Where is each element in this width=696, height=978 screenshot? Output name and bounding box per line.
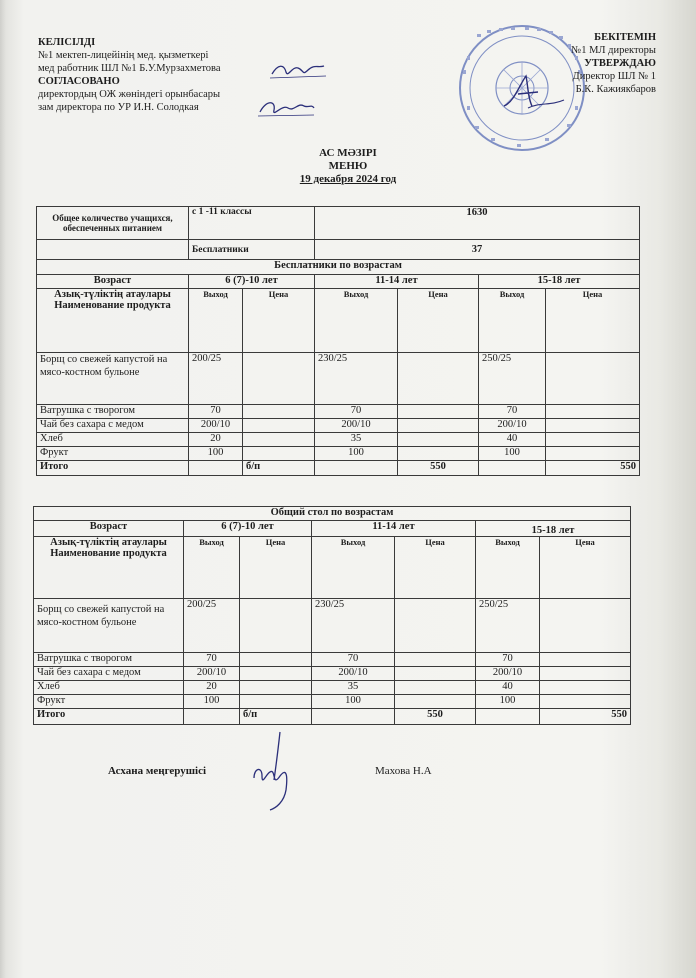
output-value: 35	[312, 681, 395, 695]
agreed-kz: КЕЛІСІЛДІ	[38, 37, 96, 48]
summary-row	[37, 207, 640, 240]
output-value: 100	[479, 447, 546, 461]
table-row	[34, 653, 631, 667]
age-group-1: 6 (7)-10 лет	[189, 275, 315, 289]
output-value: 200/10	[479, 419, 546, 433]
output-value: 70	[476, 653, 540, 667]
output-value: 200/10	[184, 667, 240, 681]
output-value: 230/25	[315, 353, 398, 405]
output-value: 20	[184, 681, 240, 695]
section-title: Общий стол по возрастам	[34, 507, 631, 521]
output-value: 70	[312, 653, 395, 667]
menu-date: 19 декабря 2024 год	[299, 173, 397, 185]
age-label: Возраст	[37, 275, 189, 289]
approve-ru: УТВЕРЖДАЮ	[584, 58, 656, 69]
product-name: Фрукт	[37, 447, 189, 461]
output-value: 70	[315, 405, 398, 419]
free-label: Бесплатники	[189, 240, 315, 260]
total-price-3: 550	[540, 709, 631, 725]
col-output: Выход	[312, 537, 395, 599]
col-price: Цена	[243, 289, 315, 353]
classes-label: с 1 -11 классы	[189, 207, 315, 240]
age-group-3: 15-18 лет	[479, 275, 640, 289]
product-name: Чай без сахара с медом	[37, 419, 189, 433]
section-title: Бесплатники по возрастам	[37, 260, 640, 275]
table-row	[34, 681, 631, 695]
col-price: Цена	[395, 537, 476, 599]
product-name: Хлеб	[37, 433, 189, 447]
col-output: Выход	[476, 537, 540, 599]
classes-value: 1630	[315, 207, 640, 240]
total-price-2: 550	[395, 709, 476, 725]
product-name: Борщ со свежей капустой на мясо-костном бульоне	[37, 353, 189, 405]
product-name: Хлеб	[34, 681, 184, 695]
medic-ru: мед работник ШЛ №1 Б.У.Мурзахметова	[38, 63, 221, 74]
col-output: Выход	[189, 289, 243, 353]
col-output: Выход	[479, 289, 546, 353]
deputy-kz: директордың ОЖ жөніндегі орынбасары	[38, 89, 221, 100]
approve-kz: БЕКІТЕМІН	[594, 32, 656, 43]
canteen-head-name: Махова Н.А	[375, 765, 432, 777]
product-header: Азық-түліктің атаулары Наименование продукта	[34, 537, 184, 599]
product-name: Фрукт	[34, 695, 184, 709]
approval-block-right	[571, 31, 656, 96]
total-price-1: б/п	[240, 709, 312, 725]
age-group-2: 11-14 лет	[315, 275, 479, 289]
age-group-3: 15-18 лет	[476, 521, 631, 537]
col-price: Цена	[240, 537, 312, 599]
output-value: 230/25	[312, 599, 395, 653]
output-value: 200/25	[184, 599, 240, 653]
product-name: Чай без сахара с медом	[34, 667, 184, 681]
output-value: 70	[479, 405, 546, 419]
deputy-ru: зам директора по УР И.Н. Солодкая	[38, 102, 199, 113]
director-name: Б.К. Кажиякбаров	[575, 84, 656, 95]
product-name: Ватрушка с творогом	[37, 405, 189, 419]
total-row	[34, 709, 631, 725]
director-signature	[498, 72, 570, 112]
output-value: 200/25	[189, 353, 243, 405]
output-value: 100	[312, 695, 395, 709]
total-row	[37, 461, 640, 476]
total-price-3: 550	[546, 461, 640, 476]
product-name: Ватрушка с творогом	[34, 653, 184, 667]
total-label: Итого	[34, 709, 184, 725]
menu-title-kz: АС МӘЗІРІ	[319, 147, 377, 159]
table-row	[34, 599, 631, 653]
total-price-2: 550	[398, 461, 479, 476]
free-meals-table	[36, 206, 640, 476]
age-group-1: 6 (7)-10 лет	[184, 521, 312, 537]
output-value: 35	[315, 433, 398, 447]
canteen-head-label: Асхана меңгерушісі	[108, 765, 207, 777]
product-header: Азық-түліктің атаулары Наименование продукта	[37, 289, 189, 353]
output-value: 200/10	[476, 667, 540, 681]
output-value: 100	[184, 695, 240, 709]
table-row	[37, 353, 640, 405]
col-output: Выход	[184, 537, 240, 599]
general-meals-table	[33, 506, 631, 725]
canteen-head-signature	[246, 730, 296, 812]
col-price: Цена	[546, 289, 640, 353]
table-row	[37, 419, 640, 433]
age-group-2: 11-14 лет	[312, 521, 476, 537]
menu-title-ru: МЕНЮ	[328, 160, 368, 172]
total-label: Итого	[37, 461, 189, 476]
product-name: Борщ со свежей капустой на мясо-костном бульоне	[34, 599, 184, 653]
col-output: Выход	[315, 289, 398, 353]
col-price: Цена	[540, 537, 631, 599]
table-row	[34, 667, 631, 681]
output-value: 200/10	[312, 667, 395, 681]
agreed-ru: СОГЛАСОВАНО	[38, 76, 120, 87]
col-price: Цена	[398, 289, 479, 353]
output-value: 250/25	[479, 353, 546, 405]
director-kz: №1 МЛ директоры	[571, 45, 656, 56]
age-label: Возраст	[34, 521, 184, 537]
output-value: 20	[189, 433, 243, 447]
total-price-1: б/п	[243, 461, 315, 476]
deputy-signature	[254, 96, 318, 122]
output-value: 100	[476, 695, 540, 709]
output-value: 200/10	[315, 419, 398, 433]
output-value: 200/10	[189, 419, 243, 433]
output-value: 100	[189, 447, 243, 461]
output-value: 40	[476, 681, 540, 695]
output-value: 40	[479, 433, 546, 447]
output-value: 70	[189, 405, 243, 419]
output-value: 250/25	[476, 599, 540, 653]
output-value: 100	[315, 447, 398, 461]
medic-kz: №1 мектеп-лицейінің мед. қызметкері	[38, 50, 209, 61]
table-row	[37, 433, 640, 447]
table-row	[34, 695, 631, 709]
total-students-label: Общее количество учащихся, обеспеченных питанием	[37, 207, 189, 240]
free-value: 37	[315, 240, 640, 260]
medic-signature	[268, 58, 328, 82]
approval-block-left	[38, 36, 221, 114]
output-value: 70	[184, 653, 240, 667]
table-row	[37, 405, 640, 419]
director-ru: Директор ШЛ № 1	[572, 71, 656, 82]
table-row	[37, 447, 640, 461]
